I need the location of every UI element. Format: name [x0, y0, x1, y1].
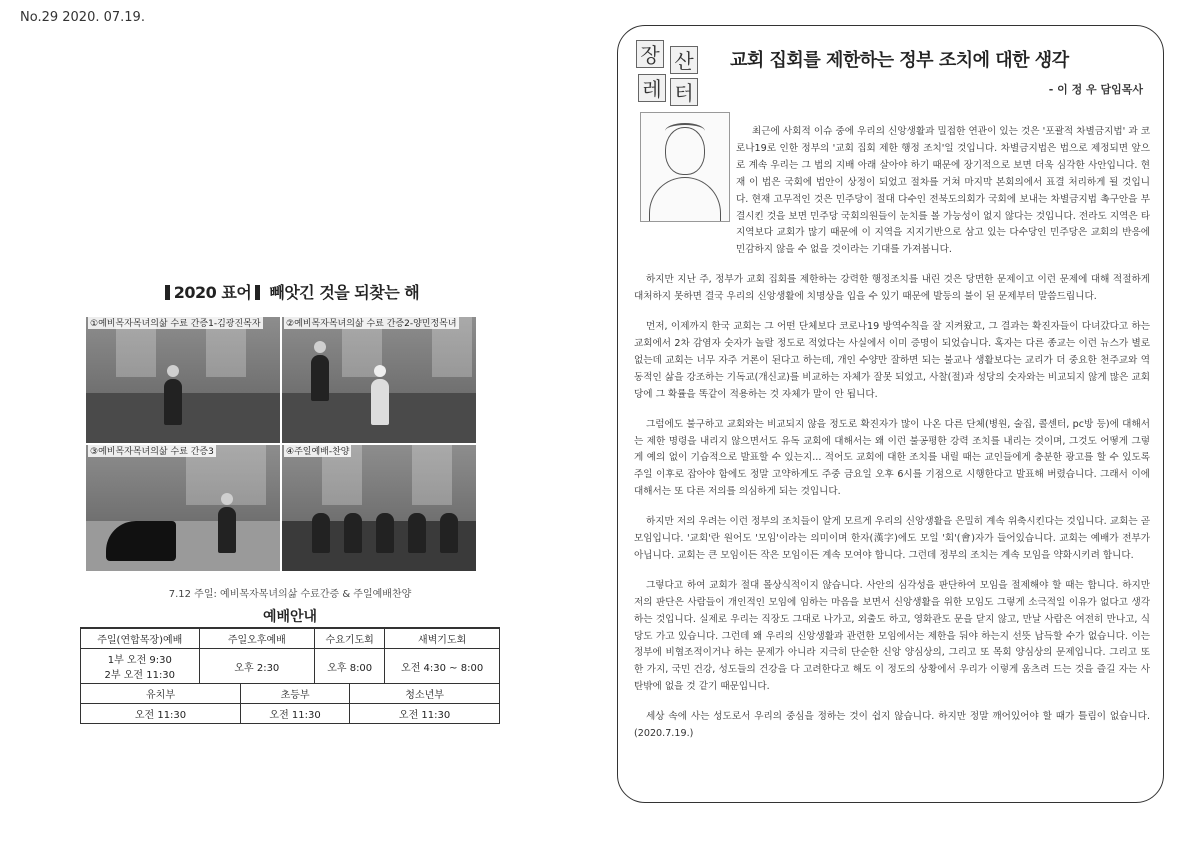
table-row [81, 649, 500, 684]
table-cell: 오후 2:30 [199, 649, 315, 684]
sunday-first-service: 1부 오전 9:30 [107, 655, 172, 666]
badge-char: 레 [638, 74, 666, 102]
table-cell: 오전 11:30 [240, 704, 349, 724]
table-cell: 오전 11:30 [81, 704, 241, 724]
table-header: 청소년부 [350, 684, 500, 704]
photo-caption-4: ④주일예배-찬양 [284, 445, 351, 457]
motto-text: 빼앗긴 것을 되찾는 해 [269, 283, 420, 302]
article-paragraph: 그렇다고 하여 교회가 절대 몰상식적이지 않습니다. 사안의 심각성을 판단하여 모임을 절제해야 할 때는 합니다. 하지만 저의 판단은 사람들이 개인적인 모임에 임하는 마음을 보면서 신앙생활을 위한 모임도 그렇게 소극적일 이유가 없다고 생각하는 것입니다. 실제로 우리는 직장도 그대로 나가고, 외출도 하고, 영화관도 문을 닫지 않고, 만날 사람은 여전히 만나고, 식당도 가고 있습니다. 그런데 왜 우리의 신앙생활과 관련한 모임에서는 제한을 둬야 하는지 선뜻 납득할 수가 없습니다. 이는 정부에 비협조적이거나 하는 문제가 아니라 지극히 단순한 신앙 양심상의, 그리고 또 목회 양심상의 문제입니다. 그리고 또 한 가지, 국민 건강, 성도들의 건강을 다 고려한다고 해도 이 정도의 상황에서 우리가 이렇게 움츠려 드는 것을 즐길 자는 사탄밖에 없을 것 같기 때문입니다. [634, 579, 1150, 693]
table-cell: 오전 11:30 [350, 704, 500, 724]
table-header: 유치부 [81, 684, 241, 704]
article-paragraph: 하지만 저의 우려는 이런 정부의 조치들이 알게 모르게 우리의 신앙생활을 은밀히 계속 위축시킨다는 것입니다. 교회는 곧 모임입니다. '교회'란 원어도 '모임'이라는 의미이며 한자(漢字)에도 모일 '회'(會)자가 들어있습니다. 교회는 예배가 전부가 아닙니다. 교회는 큰 모임이든 작은 모임이든 계속 모여야 합니다. 그런데 정부의 조치는 계속 모임을 약화시키려 합니다. [634, 516, 1150, 561]
left-page [80, 280, 500, 724]
table-cell [81, 649, 200, 684]
photo-caption-3: ③예비목자목녀의삶 수료 간증3 [88, 445, 216, 457]
column-badge [636, 40, 702, 108]
table-cell: 오후 8:00 [315, 649, 385, 684]
table-header: 수요기도회 [315, 629, 385, 649]
article-paragraph: 세상 속에 사는 성도로서 우리의 중심을 정하는 것이 쉽지 않습니다. 하지만 정말 깨어있어야 할 때가 틀림이 없습니다.(2020.7.19.) [634, 711, 1150, 740]
motto-bar-icon [255, 285, 260, 300]
photo-worship-praise [282, 445, 476, 571]
article-body [634, 124, 1150, 756]
photo-caption-2: ②예비목자목녀의삶 수료 간증2-양민정목녀 [284, 317, 459, 329]
table-header: 주일오후예배 [199, 629, 315, 649]
article-paragraph: 그럼에도 불구하고 교회와는 비교되지 않을 정도로 확진자가 많이 나온 다른 단체(병원, 술집, 콜센터, pc방 등)에 대해서는 제한 명령을 내리지 않으면서도 유독 교회에 대해서는 왜 이런 불공평한 강력 조치를 내리는 것이며, 그것도 어떻게 그렇게 예의 없이 기습적으로 발표할 수 있는지... 적어도 교회에 대한 조치를 내릴 때는 교인들에게 충분한 광고를 할 수 있도록 주일 이후로 잡아야 함에도 정말 고약하게도 주중 금요일 오후 6시를 기점으로 시행한다고 발표해 버렸습니다. 그래서 이에 대해서는 또 다른 저의를 의심하게 되는 것입니다. [634, 418, 1150, 498]
table-row [81, 704, 500, 724]
article-paragraph: 최근에 사회적 이슈 중에 우리의 신앙생활과 밀접한 연관이 있는 것은 '포괄적 차별금지법' 과 코로나19로 인한 정부의 '교회 집회 제한 행정 조치'일 것입니다. 차별금지법은 법으로 제정되면 앞으로 계속 우리는 그 법의 지배 아래 살아야 하기 때문에 장기적으로 보면 더욱 심각한 사안입니다. 현재 이 법은 국회에 법안이 상정이 되었고 절차를 거쳐 마지막 본회의에서 표결 처리하게 될 것입니다. 현재 고무적인 것은 민주당이 절대 다수인 전북도의회가 국회에 보내는 차별금지법 촉구안을 부결시킨 것을 보면 민주당 국회의원들이 눈치를 볼 가능성이 없지 않다는 것입니다. 전라도 지역은 타 지역보다 교회가 많기 때문에 이 지역을 지지기반으로 삼고 있는 다수당인 민주당은 교회의 반응에 민감하지 않을 수 없을 것이라는 기대를 가져봅니다. [736, 126, 1150, 256]
motto [80, 280, 500, 303]
badge-char: 산 [670, 46, 698, 74]
article-author: - 이 정 우 담임목사 [1048, 83, 1143, 96]
motto-bar-icon [165, 285, 170, 300]
table-header: 새벽기도회 [385, 629, 500, 649]
article-title: 교회 집회를 제한하는 정부 조치에 대한 생각 [730, 50, 1069, 71]
photo-testimony-3 [86, 445, 280, 571]
badge-char: 장 [636, 40, 664, 68]
issue-number: No.29 2020. 07.19. [20, 10, 145, 25]
photo-testimony-1 [86, 317, 280, 443]
photo-caption-1: ①예비목자목녀의삶 수료 간증1-김광진목자 [88, 317, 263, 329]
badge-char: 터 [670, 78, 698, 106]
motto-prefix: 2020 표어 [173, 283, 252, 302]
table-row [81, 629, 500, 649]
table-cell: 오전 4:30 ~ 8:00 [385, 649, 500, 684]
table-header: 주일(연합목장)예배 [81, 629, 200, 649]
table-header: 초등부 [240, 684, 349, 704]
sunday-second-service: 2부 오전 11:30 [104, 670, 176, 681]
service-schedule-table [80, 628, 500, 724]
article-paragraph: 하지만 지난 주, 정부가 교회 집회를 제한하는 강력한 행정조치를 내린 것은 당면한 문제이고 이런 문제에 대해 적절하게 대처하지 못하면 결국 우리의 신앙생활에 치명상을 입을 수 있기 때문에 발등의 불이 된 문제부터 말씀드립니다. [634, 274, 1150, 303]
photo-section-caption: 7.12 주일: 예비목자목녀의삶 수료간증 & 주일예배찬양 [168, 589, 412, 600]
article-paragraph: 먼저, 이제까지 한국 교회는 그 어떤 단체보다 코로나19 방역수칙을 잘 지켜왔고, 그 결과는 확진자들이 다녀갔다고 하는 교회에서 2차 감염자 숫자가 놀랄 정도로 적었다는 사실에서 이미 증명이 되었습니다. 혹자는 다른 종교는 이런 뉴스가 별로 없는데 교회는 너무 자주 거론이 된다고 하는데, 개인 수양만 잘하면 되는 불교나 생활보다는 교리가 더 중요한 천주교와 역동적인 삶을 강조하는 기독교(개신교)를 비교하는 자체가 잘못 되었고, 사찰(절)과 성당의 숫자와는 비교되지 않게 많은 교회당에 그 확률을 똑같이 적용하는 것 자체가 말이 안 됩니다. [634, 321, 1150, 400]
photo-grid [86, 317, 476, 571]
table-row [81, 684, 500, 704]
pastor-letter-article [617, 25, 1164, 803]
service-info-title: 예배안내 [80, 606, 500, 628]
photo-testimony-2 [282, 317, 476, 443]
